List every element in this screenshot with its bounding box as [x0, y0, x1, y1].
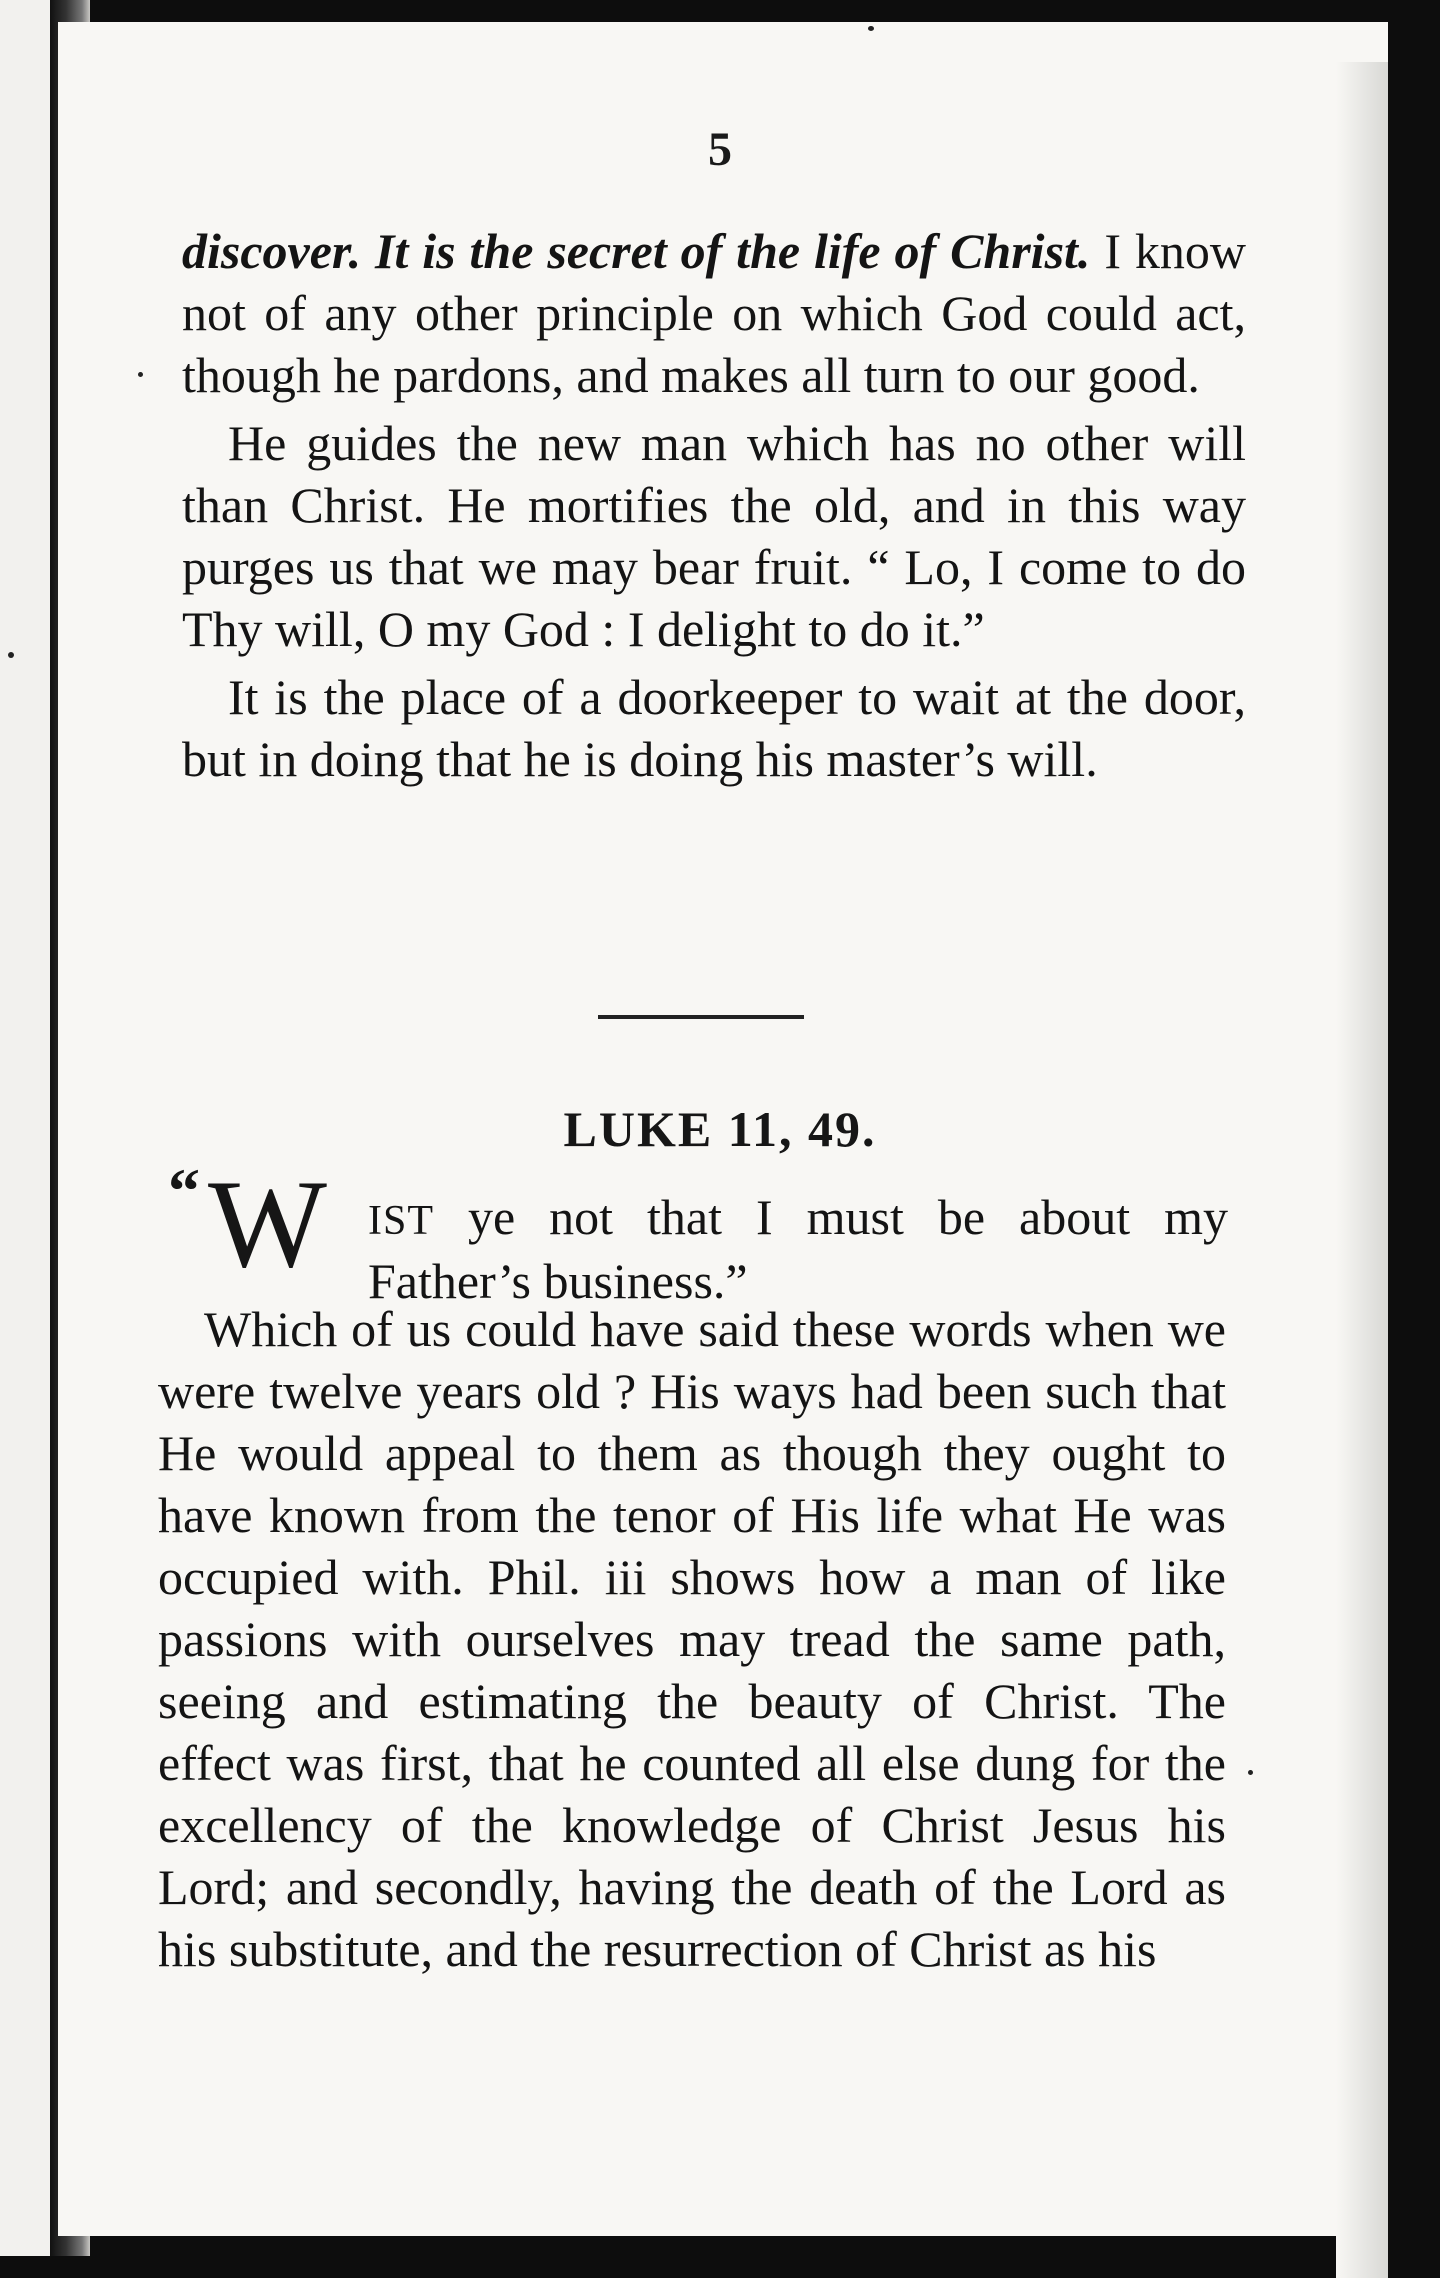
paragraph-text: I know not of any other principle on which God could act, though he pardons, and makes all turn to our good.	[182, 223, 1246, 403]
section-heading: LUKE 11, 49.	[563, 1101, 877, 1157]
section-body	[158, 1298, 1226, 1980]
paragraph: It is the place of a doorkeeper to wait at the door, but in doing that he is doing his master’s will.	[182, 669, 1246, 787]
drop-cap-letter: W	[208, 1155, 327, 1294]
verse-line-2: Father’s business.”	[368, 1253, 748, 1309]
section-body-continued	[182, 220, 1246, 796]
italic-sentence: discover. It is the secret of the life of Christ.	[182, 223, 1091, 279]
paragraph: Which of us could have said these words when we were twelve years old ? His ways had been such that He would appeal to them as though they ought to have known from the tenor of His life what He was occupied with. Phil. iii shows how a man of like passions with ourselves may tread the same path, seeing and estimating the beauty of Christ. The effect was first, that he counted all else dung for the excellency of the knowledge of Christ Jesus his Lord; and secondly, having the death of the Lord as his substitute, and the resurrection of Christ as his	[158, 1301, 1226, 1977]
scan-speck	[8, 652, 14, 658]
section-divider-rule	[598, 1015, 804, 1019]
scan-speck	[868, 26, 874, 31]
paragraph-continued	[182, 220, 1246, 406]
scan-speck	[138, 372, 143, 377]
verse-line-1	[368, 1186, 1228, 1252]
verse-line-1-text: ye not that I must be about my	[434, 1189, 1228, 1245]
page-edge-shadow	[1336, 62, 1388, 2278]
scan-speck	[1248, 1770, 1253, 1775]
paragraph: He guides the new man which has no other will than Christ. He mortifies the old, and in this way purges us that we may bear fruit. “ Lo, I come to do Thy will, O my God : I delight to do it.”	[182, 415, 1246, 657]
page-number: 5	[708, 123, 732, 176]
opening-verse	[168, 1155, 1228, 1309]
small-caps-word: IST	[368, 1198, 434, 1244]
opening-quote-mark: “	[168, 1155, 200, 1226]
